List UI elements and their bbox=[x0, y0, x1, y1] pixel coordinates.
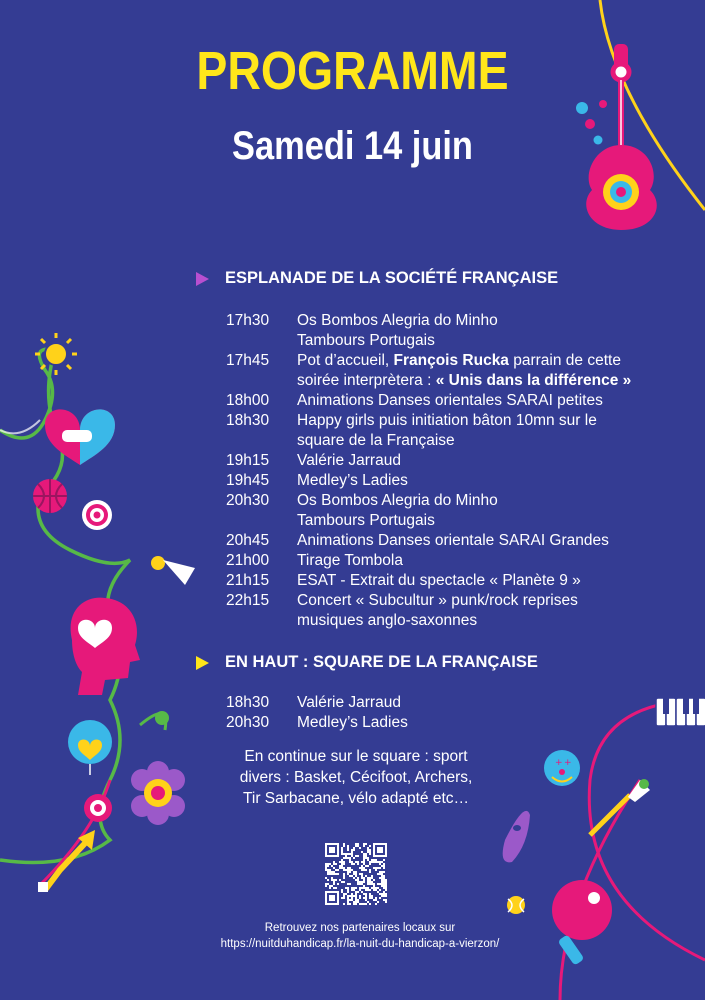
footer-text: Retrouvez nos partenaires locaux sur bbox=[264, 922, 456, 934]
shuttlecock-icon bbox=[151, 556, 195, 585]
schedule-row bbox=[226, 471, 666, 491]
description-line: Valérie Jarraud bbox=[297, 694, 401, 711]
schedule-list-esplanade bbox=[226, 311, 666, 631]
sun-icon bbox=[35, 333, 77, 375]
schedule-description bbox=[297, 571, 666, 591]
triangle-marker-icon bbox=[196, 272, 209, 286]
schedule-description bbox=[297, 311, 666, 351]
schedule-description bbox=[297, 471, 666, 491]
description-line: Tambours Portugais bbox=[297, 332, 435, 349]
schedule-row bbox=[226, 713, 666, 733]
svg-text:+: + bbox=[555, 758, 563, 768]
schedule-row bbox=[226, 551, 666, 571]
schedule-time: 20h30 bbox=[226, 714, 270, 731]
schedule-time: 18h30 bbox=[226, 694, 270, 711]
schedule-description bbox=[297, 551, 666, 571]
schedule-row bbox=[226, 693, 666, 713]
schedule-list-square bbox=[226, 693, 666, 733]
section-heading-label: ESPLANADE DE LA SOCIÉTÉ FRANÇAISE bbox=[225, 269, 559, 287]
schedule-time: 17h30 bbox=[226, 312, 270, 329]
schedule-row bbox=[226, 451, 666, 471]
svg-text:+: + bbox=[564, 758, 572, 768]
description-line bbox=[297, 371, 666, 391]
schedule-description bbox=[297, 491, 666, 531]
continuous-line: En continue sur le square : sport bbox=[244, 748, 468, 765]
tennis-ball-icon bbox=[507, 896, 525, 914]
page-title: PROGRAMME bbox=[196, 41, 509, 101]
text: soirée interprètera : bbox=[297, 372, 436, 389]
schedule-time: 21h15 bbox=[226, 572, 270, 589]
smiley-icon bbox=[544, 750, 580, 786]
continuous-activities-text bbox=[226, 746, 486, 809]
description-line: Medley’s Ladies bbox=[297, 714, 408, 731]
description-line: musiques anglo-saxonnes bbox=[297, 612, 478, 629]
text: parrain de cette bbox=[508, 352, 621, 369]
heart-handshake-icon bbox=[45, 409, 115, 465]
footer-url: https://nuitduhandicap.fr/la-nuit-du-handicap-a-vierzon/ bbox=[220, 938, 500, 950]
schedule-time: 19h15 bbox=[226, 452, 270, 469]
schedule-time: 21h00 bbox=[226, 552, 270, 569]
schedule-row bbox=[226, 491, 666, 531]
description-line: Os Bombos Alegria do Minho bbox=[297, 492, 498, 509]
description-line: Happy girls puis initiation bâton 10mn sur le bbox=[297, 412, 597, 429]
target-icon bbox=[82, 500, 112, 530]
section-heading-esplanade bbox=[196, 269, 558, 288]
paintbrush-icon bbox=[590, 779, 650, 835]
schedule-time: 18h30 bbox=[226, 412, 270, 429]
ping-pong-icon bbox=[552, 880, 612, 966]
schedule-time: 20h30 bbox=[226, 492, 270, 509]
description-line: ESAT - Extrait du spectacle « Planète 9 » bbox=[297, 572, 581, 589]
schedule-row bbox=[226, 591, 666, 631]
schedule-description bbox=[297, 351, 666, 391]
description-line bbox=[297, 351, 666, 371]
qr-code-icon bbox=[325, 843, 387, 905]
schedule-time: 19h45 bbox=[226, 472, 270, 489]
schedule-description bbox=[297, 713, 666, 733]
section-heading-square bbox=[196, 653, 538, 672]
description-line: square de la Française bbox=[297, 432, 455, 449]
schedule-row bbox=[226, 351, 666, 391]
bold-text: « Unis dans la différence » bbox=[435, 372, 632, 389]
mask-icon bbox=[503, 811, 530, 862]
guitar-icon bbox=[576, 0, 705, 230]
text: Pot d’accueil, bbox=[297, 352, 394, 369]
footer bbox=[180, 920, 540, 952]
description-line: Valérie Jarraud bbox=[297, 452, 401, 469]
description-line: Medley’s Ladies bbox=[297, 472, 408, 489]
schedule-row bbox=[226, 311, 666, 351]
basketball-icon bbox=[33, 479, 67, 513]
schedule-time: 22h15 bbox=[226, 592, 270, 609]
section-heading-label: EN HAUT : SQUARE DE LA FRANÇAISE bbox=[225, 653, 538, 671]
schedule-row bbox=[226, 571, 666, 591]
schedule-time: 20h45 bbox=[226, 532, 270, 549]
schedule-description bbox=[297, 531, 666, 551]
schedule-description bbox=[297, 693, 666, 713]
head-heart-icon bbox=[71, 598, 140, 695]
schedule-description bbox=[297, 411, 666, 451]
bold-text: François Rucka bbox=[393, 352, 509, 369]
schedule-time: 18h00 bbox=[226, 392, 270, 409]
description-line: Animations Danses orientales SARAI petites bbox=[297, 392, 603, 409]
flower-icon bbox=[131, 761, 185, 825]
schedule-time: 17h45 bbox=[226, 352, 270, 369]
continuous-line: Tir Sarbacane, vélo adapté etc… bbox=[242, 790, 470, 807]
schedule-row bbox=[226, 391, 666, 411]
moon-icon bbox=[100, 352, 127, 383]
description-line: Os Bombos Alegria do Minho bbox=[297, 312, 498, 329]
schedule-row bbox=[226, 531, 666, 551]
triangle-marker-icon bbox=[196, 656, 209, 670]
schedule-description bbox=[297, 391, 666, 411]
description-line: Tambours Portugais bbox=[297, 512, 435, 529]
page-subtitle: Samedi 14 juin bbox=[232, 124, 473, 168]
description-line: Concert « Subcultur » punk/rock reprises bbox=[297, 592, 578, 609]
schedule-description bbox=[297, 451, 666, 471]
description-line: Animations Danses orientale SARAI Grandes bbox=[297, 532, 609, 549]
schedule-description bbox=[297, 591, 666, 631]
continuous-line: divers : Basket, Cécifoot, Archers, bbox=[239, 769, 473, 786]
schedule-row bbox=[226, 411, 666, 451]
description-line: Tirage Tombola bbox=[297, 552, 403, 569]
